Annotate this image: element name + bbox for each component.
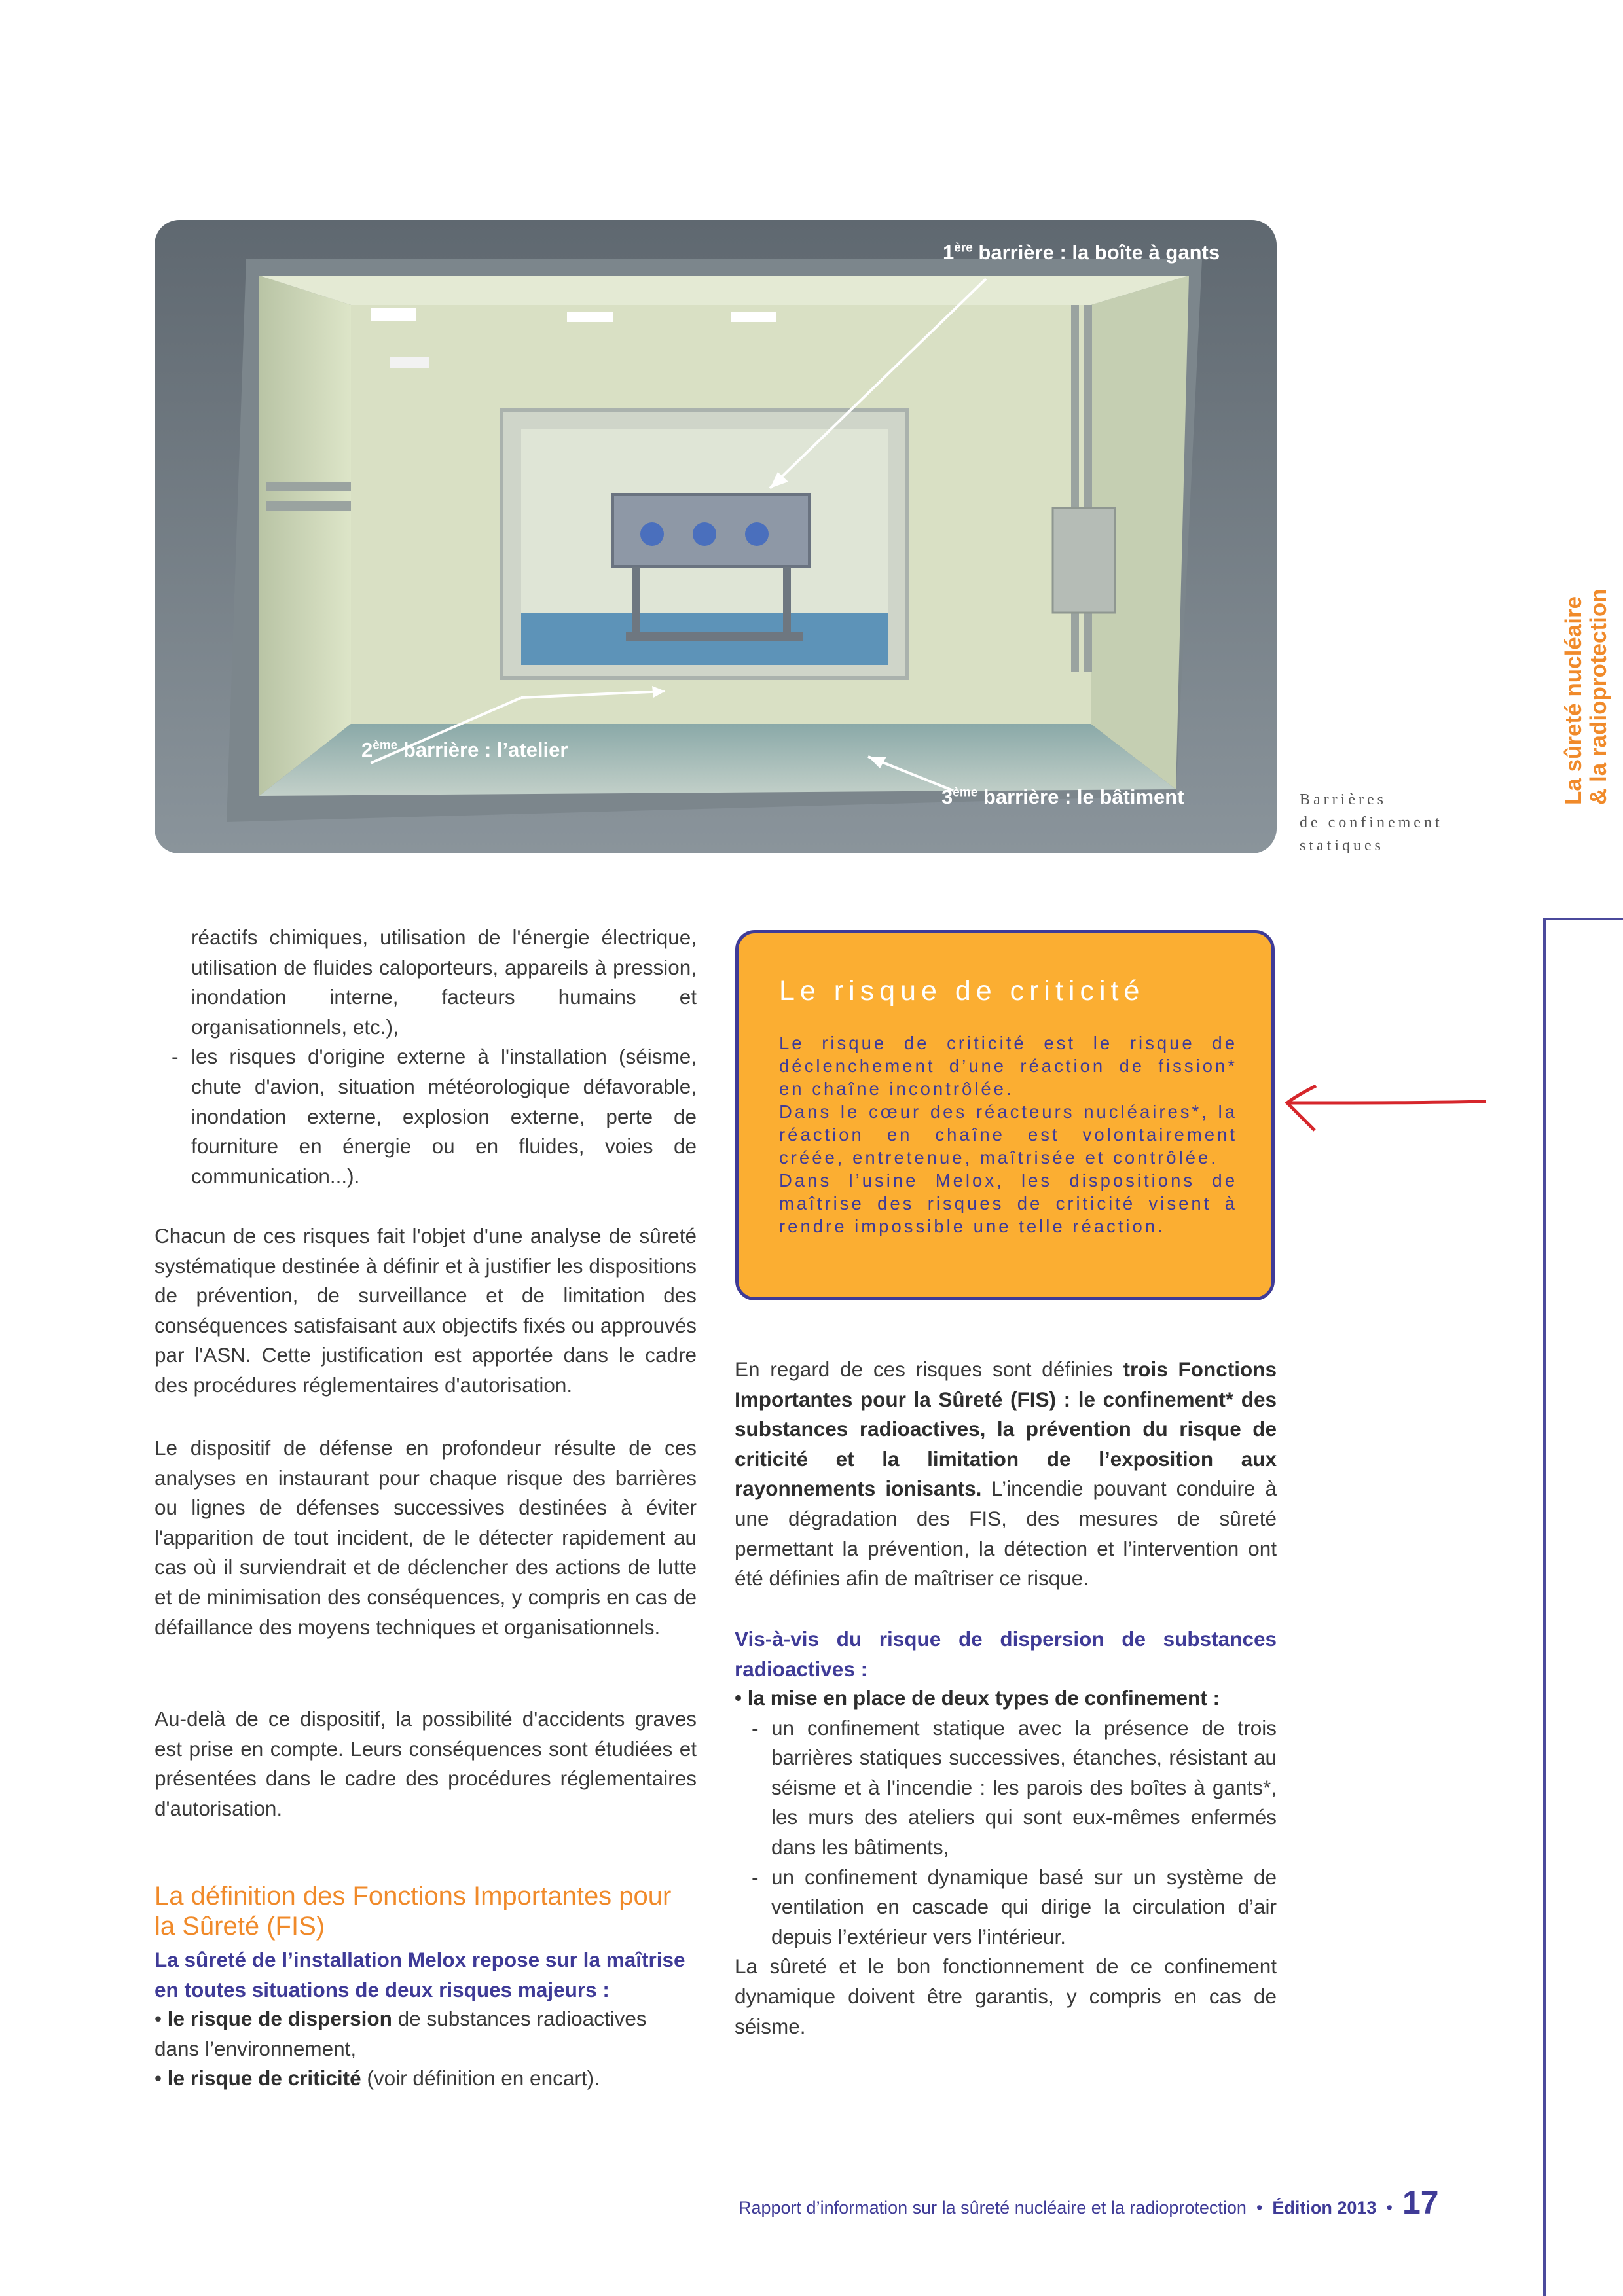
left-paragraph-3: Au-delà de ce dispositif, la possibilité d'accidents graves est prise en compte. Leurs conséquences sont étudiées et présentées dans le cadre des procédures réglementaires d'autorisation. — [155, 1707, 697, 1820]
box-text: Le risque de criticité est le risque de déclenchement d’une réaction de fission* en chaîne incontrôlée. Dans le cœur des réacteurs nucléaires*, la réaction en chaîne est volontairement créée, entretenue, maîtrisée et contrôlée. Dans l’usine Melox, les dispositions de maîtrise des risques de criticité visent à rendre impossible une telle réaction. — [779, 1033, 1237, 1236]
confinement-illustration — [155, 220, 1277, 853]
callout-barrier-1: 1ère barrière : la boîte à gants — [943, 241, 1220, 264]
section-side-label: La sûreté nucléaire & la radioprotection — [1561, 588, 1611, 805]
list-item: - un confinement dynamique basé sur un système de ventilation en cascade qui dirige la circulation d’air depuis l’extérieur vers l’intérieur. — [752, 1865, 1277, 1948]
right-paragraph-1: En regard de ces risques sont définies trois Fonctions Importantes pour la Sûreté (FIS) : le confinement* des substances radioactives, la prévention du risque de criticité et la limitation de l’exposition aux rayonnements ionisants. L’incendie pouvant conduire à une dégradation des FIS, des mesures de sûreté permettant la prévention, la détection et l’intervention ont été définies afin de maîtriser ce risque. — [735, 1357, 1277, 1590]
list-item: réactifs chimiques, utilisation de l'énergie électrique, utilisation de fluides caloporteurs, appareils à pression, inondation interne, facteurs humains et organisationnels, etc.), — [191, 925, 697, 1039]
callout-arrows — [155, 220, 1277, 853]
list-item: • le risque de dispersion de substances radioactives dans l’environnement, — [155, 2007, 647, 2060]
left-paragraph-2: Le dispositif de défense en profondeur résulte de ces analyses en instaurant pour chaque risque des barrières ou lignes de défenses successives destinées à éviter l'apparition de tout incident, de le détecter rapidement au cas où il surviendrait et de déclencher des actions de lutte et de minimisation des conséquences, y compris en cas de défaillance des moyens techniques et organisationnels. — [155, 1436, 697, 1639]
page-footer: Rapport d’information sur la sûreté nucléaire et la radioprotection • Édition 2013 • 17 — [739, 2184, 1439, 2221]
callout-barrier-2: 2ème barrière : l’atelier — [361, 738, 568, 761]
section-heading: La définition des Fonctions Importantes pour la Sûreté (FIS) — [155, 1882, 672, 1941]
callout-barrier-3: 3ème barrière : le bâtiment — [941, 785, 1184, 808]
list-item: • le risque de criticité (voir définition en encart). — [155, 2066, 600, 2090]
page-number: 17 — [1402, 2184, 1439, 2221]
confinement-list — [735, 1683, 1277, 2041]
page-edge-rule-top — [1543, 918, 1623, 920]
footer-title: Rapport d’information sur la sûreté nucléaire et la radioprotection — [739, 2198, 1247, 2217]
list-item: - un confinement statique avec la présence de trois barrières statiques successives, étanches, résistant au séisme et à l'incendie : les parois des boîtes à gants*, les murs des ateliers qui sont eux-mêmes enfermés dans les bâtiments, — [752, 1715, 1277, 1859]
criticality-info-box — [735, 930, 1275, 1300]
figure-caption: Barrières de confinement statiques — [1300, 791, 1443, 854]
left-paragraph-1: Chacun de ces risques fait l'objet d'une analyse de sûreté systématique destinée à définir et à justifier les dispositions de prévention, de surveillance et de limitation des conséquences satisfaisant aux objectifs fixés ou approuvés par l'ASN. Cette justification est apportée dans le cadre des procédures réglementaires d'autorisation. — [155, 1224, 697, 1397]
section-subheading: La sûreté de l’installation Melox repose sur la maîtrise en toutes situations de deux risques majeurs : — [155, 1948, 685, 2001]
right-paragraph-2: La sûreté et le bon fonctionnement de ce confinement dynamique doivent être garantis, y compris en cas de séisme. — [735, 1954, 1277, 2038]
dispersion-subheading: Vis-à-vis du risque de dispersion de substances radioactives : — [735, 1627, 1277, 1681]
list-item: - les risques d'origine externe à l'installation (séisme, chute d'avion, situation météorologique défavorable, inondation externe, explosion externe, perte de fourniture en énergie ou en fluides, voies de communication...). — [172, 1045, 697, 1188]
list-item: • la mise en place de deux types de confinement : — [735, 1686, 1220, 1710]
page-edge-rule — [1543, 918, 1546, 2296]
major-risks-list — [155, 2004, 697, 2094]
red-pointer-arrow-icon — [1277, 1083, 1493, 1136]
box-title: Le risque de criticité — [779, 975, 1145, 1007]
risk-list-continued — [172, 923, 697, 1191]
footer-edition: Édition 2013 — [1272, 2198, 1377, 2217]
